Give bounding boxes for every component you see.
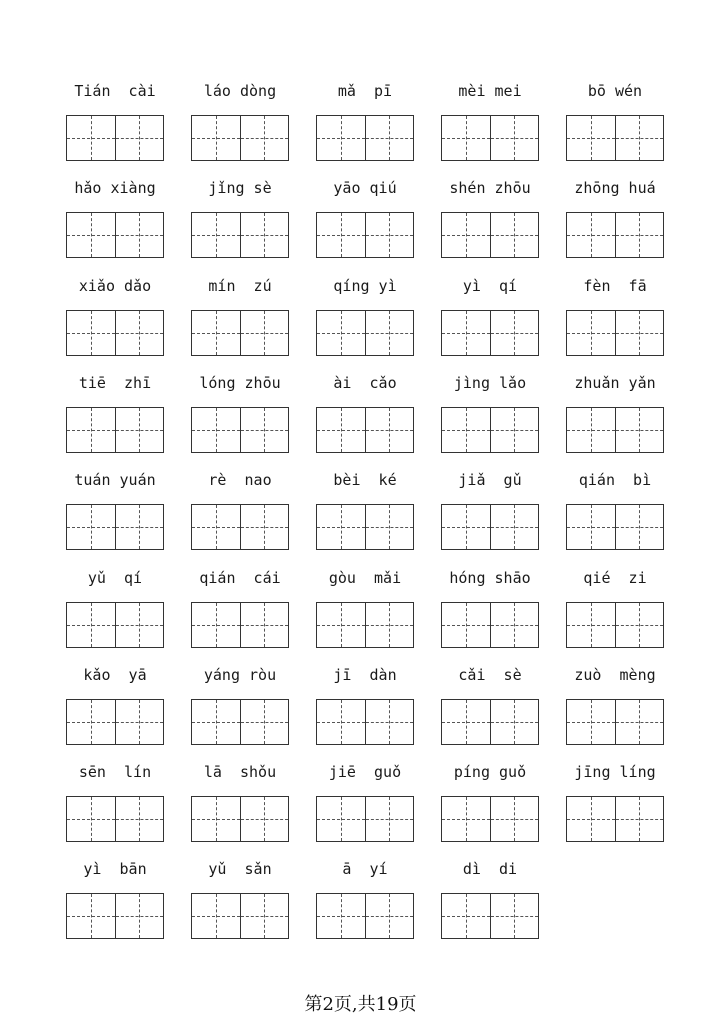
character-square[interactable] [365, 894, 414, 938]
character-square[interactable] [567, 603, 615, 647]
character-square[interactable] [115, 408, 164, 452]
writing-grid [566, 504, 664, 550]
character-square[interactable] [365, 505, 414, 549]
writing-grid [441, 893, 539, 939]
writing-grid [441, 796, 539, 842]
character-square[interactable] [192, 408, 240, 452]
pinyin-label: rè nao [208, 471, 272, 489]
writing-grid [316, 602, 414, 648]
pinyin-label: yì qí [462, 277, 518, 295]
character-square[interactable] [240, 213, 289, 257]
pinyin-label: sēn lín [78, 763, 152, 781]
character-square[interactable] [115, 116, 164, 160]
character-square[interactable] [67, 408, 115, 452]
writing-grid [566, 796, 664, 842]
writing-grid [66, 310, 164, 356]
character-square[interactable] [115, 700, 164, 744]
pinyin-label: dì di [462, 860, 518, 878]
writing-grid [191, 310, 289, 356]
writing-grid [441, 602, 539, 648]
writing-grid [191, 699, 289, 745]
character-square[interactable] [490, 700, 539, 744]
character-square[interactable] [192, 797, 240, 841]
character-square[interactable] [317, 311, 365, 355]
pinyin-label: bèi ké [333, 471, 397, 489]
character-square[interactable] [615, 311, 664, 355]
character-square[interactable] [240, 116, 289, 160]
character-square[interactable] [115, 311, 164, 355]
character-square[interactable] [615, 505, 664, 549]
character-square[interactable] [317, 213, 365, 257]
character-square[interactable] [192, 116, 240, 160]
writing-grid [441, 212, 539, 258]
pinyin-label: hóng shāo [449, 569, 531, 587]
pinyin-label: yǔ qí [87, 569, 143, 587]
character-square[interactable] [67, 797, 115, 841]
character-square[interactable] [365, 603, 414, 647]
writing-grid [441, 310, 539, 356]
character-square[interactable] [67, 700, 115, 744]
writing-grid [191, 796, 289, 842]
character-square[interactable] [567, 505, 615, 549]
character-square[interactable] [567, 213, 615, 257]
character-square[interactable] [490, 797, 539, 841]
character-square[interactable] [240, 797, 289, 841]
character-square[interactable] [115, 505, 164, 549]
pinyin-label: gòu mǎi [328, 569, 402, 587]
writing-grid [66, 602, 164, 648]
pinyin-label: kǎo yā [83, 666, 147, 684]
writing-grid [566, 407, 664, 453]
writing-grid [566, 310, 664, 356]
pinyin-label: bō wén [587, 82, 643, 100]
pinyin-label: tiē zhī [78, 374, 152, 392]
character-square[interactable] [317, 894, 365, 938]
pinyin-label: tuán yuán [74, 471, 156, 489]
writing-grid [191, 212, 289, 258]
character-square[interactable] [317, 408, 365, 452]
pinyin-label: jǐng sè [208, 179, 272, 197]
character-square[interactable] [567, 311, 615, 355]
character-square[interactable] [317, 505, 365, 549]
character-square[interactable] [240, 700, 289, 744]
page-number-footer: 第2页,共19页 [304, 994, 417, 1015]
pinyin-label: lóng zhōu [199, 374, 281, 392]
character-square[interactable] [67, 116, 115, 160]
pinyin-label: yáng ròu [203, 666, 277, 684]
character-square[interactable] [240, 505, 289, 549]
character-square[interactable] [615, 213, 664, 257]
writing-grid [66, 212, 164, 258]
pinyin-label: qián cái [199, 569, 281, 587]
character-square[interactable] [442, 408, 490, 452]
pinyin-label: yì bān [83, 860, 147, 878]
character-square[interactable] [365, 797, 414, 841]
character-square[interactable] [442, 505, 490, 549]
character-square[interactable] [240, 311, 289, 355]
writing-grid [316, 504, 414, 550]
pinyin-label: qián bì [578, 471, 652, 489]
pinyin-label: ài cǎo [333, 374, 397, 392]
writing-grid [66, 115, 164, 161]
character-square[interactable] [615, 700, 664, 744]
character-square[interactable] [115, 797, 164, 841]
character-square[interactable] [615, 408, 664, 452]
pinyin-label: mǎ pī [337, 82, 393, 100]
pinyin-label: hǎo xiàng [74, 179, 156, 197]
pinyin-label: jiē guǒ [328, 763, 402, 781]
pinyin-label: zhōng huá [574, 179, 656, 197]
pinyin-label: yāo qiú [333, 179, 397, 197]
character-square[interactable] [365, 116, 414, 160]
pinyin-label: ā yí [342, 860, 388, 878]
character-square[interactable] [490, 505, 539, 549]
writing-grid [191, 504, 289, 550]
character-square[interactable] [442, 311, 490, 355]
writing-grid [441, 115, 539, 161]
pinyin-label: láo dòng [203, 82, 277, 100]
character-square[interactable] [567, 797, 615, 841]
pinyin-label: cǎi sè [458, 666, 522, 684]
writing-grid [441, 699, 539, 745]
character-square[interactable] [67, 505, 115, 549]
character-square[interactable] [67, 311, 115, 355]
character-square[interactable] [490, 894, 539, 938]
pinyin-label: lā shǒu [203, 763, 277, 781]
character-square[interactable] [490, 603, 539, 647]
character-square[interactable] [365, 213, 414, 257]
character-square[interactable] [567, 116, 615, 160]
character-square[interactable] [442, 797, 490, 841]
pinyin-label: yǔ sǎn [208, 860, 272, 878]
pinyin-label: jī dàn [333, 666, 397, 684]
character-square[interactable] [490, 408, 539, 452]
character-square[interactable] [567, 408, 615, 452]
character-square[interactable] [442, 700, 490, 744]
character-square[interactable] [67, 603, 115, 647]
character-square[interactable] [192, 700, 240, 744]
pinyin-label: qíng yì [333, 277, 397, 295]
writing-grid [566, 212, 664, 258]
character-square[interactable] [67, 894, 115, 938]
character-square[interactable] [365, 700, 414, 744]
pinyin-label: xiǎo dǎo [78, 277, 152, 295]
character-square[interactable] [442, 213, 490, 257]
character-square[interactable] [192, 894, 240, 938]
writing-grid [66, 699, 164, 745]
character-square[interactable] [115, 603, 164, 647]
character-square[interactable] [365, 408, 414, 452]
character-square[interactable] [67, 213, 115, 257]
writing-grid [66, 407, 164, 453]
writing-grid [191, 115, 289, 161]
writing-grid [66, 796, 164, 842]
character-square[interactable] [317, 797, 365, 841]
character-square[interactable] [442, 894, 490, 938]
pinyin-label: jīng líng [574, 763, 656, 781]
character-square[interactable] [615, 797, 664, 841]
writing-grid [66, 893, 164, 939]
character-square[interactable] [567, 700, 615, 744]
character-square[interactable] [192, 505, 240, 549]
character-square[interactable] [442, 603, 490, 647]
character-square[interactable] [192, 603, 240, 647]
writing-grid [316, 407, 414, 453]
pinyin-label: zhuǎn yǎn [574, 374, 656, 392]
pinyin-label: fèn fā [583, 277, 647, 295]
writing-grid [316, 310, 414, 356]
character-square[interactable] [240, 408, 289, 452]
character-square[interactable] [115, 894, 164, 938]
character-square[interactable] [615, 603, 664, 647]
character-square[interactable] [317, 116, 365, 160]
writing-grid [316, 115, 414, 161]
writing-grid [566, 115, 664, 161]
writing-grid [441, 504, 539, 550]
character-square[interactable] [115, 213, 164, 257]
pinyin-label: Tián cài [74, 82, 156, 100]
writing-grid [566, 699, 664, 745]
pinyin-label: qié zi [583, 569, 647, 587]
character-square[interactable] [317, 603, 365, 647]
character-square[interactable] [615, 116, 664, 160]
writing-grid [66, 504, 164, 550]
character-square[interactable] [192, 311, 240, 355]
pinyin-label: píng guǒ [453, 763, 527, 781]
pinyin-label: zuò mèng [574, 666, 656, 684]
character-square[interactable] [490, 116, 539, 160]
pinyin-label: jìng lǎo [453, 374, 527, 392]
writing-grid [316, 699, 414, 745]
writing-grid [566, 602, 664, 648]
writing-grid [316, 212, 414, 258]
pinyin-label: mèi mei [458, 82, 522, 100]
pinyin-label: jiǎ gǔ [458, 471, 522, 489]
character-square[interactable] [317, 700, 365, 744]
character-square[interactable] [240, 894, 289, 938]
writing-grid [441, 407, 539, 453]
character-square[interactable] [365, 311, 414, 355]
character-square[interactable] [442, 116, 490, 160]
writing-grid [316, 893, 414, 939]
writing-grid [191, 893, 289, 939]
character-square[interactable] [490, 311, 539, 355]
character-square[interactable] [240, 603, 289, 647]
writing-grid [191, 407, 289, 453]
writing-grid [191, 602, 289, 648]
character-square[interactable] [490, 213, 539, 257]
writing-grid [316, 796, 414, 842]
character-square[interactable] [192, 213, 240, 257]
pinyin-label: shén zhōu [449, 179, 531, 197]
pinyin-label: mín zú [208, 277, 272, 295]
